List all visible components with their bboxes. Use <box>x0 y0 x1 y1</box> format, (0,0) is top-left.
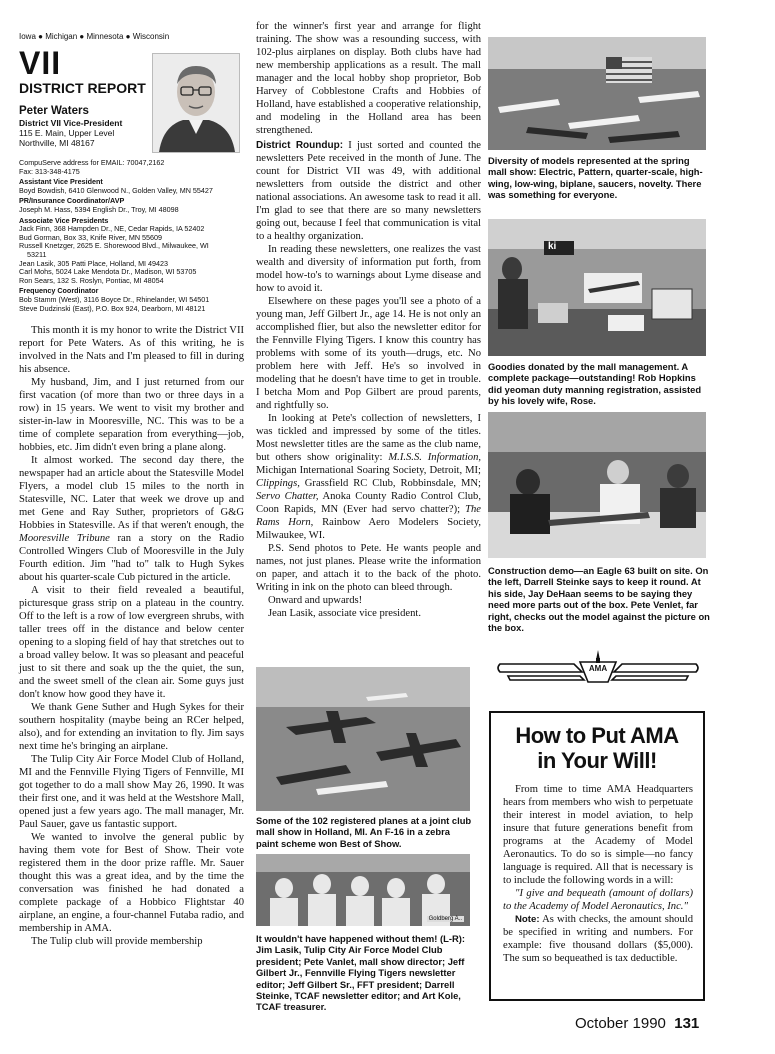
photo-model-diversity <box>488 37 706 150</box>
paragraph: Elsewhere on these pages you'll see a photo of a young man, Jeff Gilbert Jr., age 14. He is not only an accomplished flier, but also the newsletter editor for the Fennville Flying Tigers. I know this country has problems with some of its youth—drugs, etc. No problem here with Jeff. He's so involved in modeling that he doesn't have time to get in trouble. I betcha Mom and Pop Gilbert are proud parents, and rightfully so. <box>256 296 481 411</box>
state-name: Iowa <box>19 32 36 41</box>
page-footer <box>575 1015 699 1032</box>
photo-sign-text: Goldberg A.. <box>428 916 462 922</box>
newsletter-title: The Rams Horn, <box>256 504 481 528</box>
paragraph: The Tulip City Air Force Model Club of Holland, MI and the Fennville Flying Tigers of Fennville, MI got together to do a mall show May 26, 1990. It was their first one, and it was held at the Westshore Mall, opened just a few years ago. The mall manager, Mr. Paul Sauer, gave us fantastic support. <box>19 754 244 830</box>
contact-heading: Associate Vice Presidents <box>19 215 109 225</box>
ama-wings-logo <box>496 648 700 690</box>
caption-photo2: Goodies donated by the mall management. A complete package—outstanding! Rob Hopkins did yeoman duty manning registration, assisted by his lovely wife, Rose. <box>488 361 702 407</box>
photo-sign-text: ki <box>548 241 557 252</box>
newsletter-title: M.I.S.S. Information, <box>388 452 482 463</box>
state-name: Minnesota <box>86 32 124 41</box>
ad-body <box>503 783 693 965</box>
issue-date: October 1990 <box>575 1015 666 1032</box>
vp-name: Peter Waters <box>19 105 89 117</box>
contact-entry: Russell Knetzger, 2625 E. Shorewood Blvd., Milwaukee, WI <box>19 241 209 251</box>
paragraph: for the winner's first year and arrange for flight training. The show was a resounding success, with 102-plus airplanes on display. Both clubs have had new membership applications as a result. The mall manager and the local hobby shop proprietor, Bob Harvey of Cobblestone Crafts and Hobbies of Holland, have established a cooperative relationship, and modeling in the Holland area has been strengthened. <box>256 21 481 136</box>
roundup-label: District Roundup: <box>256 140 344 151</box>
photo-donated-goodies <box>488 219 706 356</box>
ad-title-line: in Your Will! <box>537 748 657 773</box>
contact-entry: Bob Stamm (West), 3116 Boyce Dr., Rhinelander, WI 54501 <box>19 294 210 304</box>
note-label: Note: <box>515 914 540 925</box>
fax-line: Fax: 313-348-4175 <box>19 166 80 176</box>
portrait-photo <box>152 53 240 153</box>
photo-mall-show-planes <box>256 667 470 811</box>
contact-entry: Carl Mohs, 5024 Lake Mendota Dr., Madison, WI 53705 <box>19 267 197 277</box>
contact-heading: Assistant Vice President <box>19 177 103 187</box>
caption-photo4: Some of the 102 registered planes at a joint club mall show in Holland, MI. An F-16 in a zebra paint scheme won Best of Show. <box>256 815 472 849</box>
paragraph: This month it is my honor to write the District VII report for Pete Waters. As of this writing, he is involved in the Nats and I'm pleased to fill in during his absence. <box>19 325 244 375</box>
caption-photo1: Diversity of models represented at the spring mall show: Electric, Pattern, quarter-scale, high-wing, low-wing, biplane, saucers, novelty. There was something for everyone. <box>488 155 703 201</box>
vp-address-line: 115 E. Main, Upper Level <box>19 128 115 138</box>
district-report-title: DISTRICT REPORT <box>19 80 146 96</box>
paragraph: In reading these newsletters, one realizes the vast wealth and diversity of information put forth, from model how-to's to warnings about Lyme disease and how to avoid it. <box>256 244 481 294</box>
contact-entry: 53211 <box>27 249 47 259</box>
ad-title-line: How to Put AMA <box>515 723 679 748</box>
photo-club-members <box>256 854 470 926</box>
contacts-list <box>19 159 255 313</box>
will-ad-box <box>489 711 705 1001</box>
column-1-text <box>19 324 244 948</box>
ama-logo-text: AMA <box>588 664 608 673</box>
paragraph: P.S. Send photos to Pete. He wants people and names, not just planes. Please write the information on paper, and attach it to the back of the photo. Writing in ink on the photo can bleed through. <box>256 543 481 593</box>
column-2-text <box>256 20 481 620</box>
paragraph: In looking at Pete's collection of newsletters, I was tickled and impressed by some of the titles. Most newsletter titles are the same as the club name, but others show originality: M.I.S.S. Information, Michigan International Soaring Society, Detroit, MI; Clippings, Grassfield RC Club, Robbinsdale, MN; Servo Chatter, Anoka County Radio Control Club, Coon Rapids, MN (Ever had servo chatter?); The Rams Horn, Rainbow Aero Modelers Society, Milwaukee, WI. <box>256 413 482 541</box>
paragraph: A visit to their field revealed a beautiful, picturesque grass strip on a plateau in the country. Off to the left is a row of low evergreen shrubs, with taller trees off in the distance and below center opening to a sloping field of hay that stretches out to a broad valley below. It was so pleasant and peaceful just to sit there and soak up the the quiet, the sun, and the sweet smell of the clean air. Some guys just don't know how good they have it. <box>19 585 244 700</box>
paragraph: It almost worked. The second day there, the newspaper had an article about the Statesville Model Flyers, a model club 15 miles to the north in Statesville, NC. Later that week we drove up and met Gene and Ray Suther, proprietors of G&G Hobbies in Statesville. As if that weren't enough, the Mooresville Tribune ran a story on the Radio Controlled Wingers Club of Mooresville in the July Fourth edition. Jim "had to" talk to Hugh Sykes about his quarter-scale Cub pictured in the article. <box>19 455 244 583</box>
newsletter-title: Servo Chatter, <box>256 491 319 502</box>
vp-title: District VII Vice-President <box>19 118 123 128</box>
contact-entry: Jean Lasik, 305 Patti Place, Holland, MI 49423 <box>19 258 169 268</box>
paragraph: Onward and upwards! <box>268 595 363 606</box>
contact-entry: Ron Sears, 132 S. Roslyn, Pontiac, MI 48054 <box>19 275 164 285</box>
photo-construction-demo <box>488 412 706 558</box>
paragraph: Note: As with checks, the amount should be specified in writing and numbers. For example: five thousand dollars ($5,000). The sum so bequeathed is tax deductible. <box>503 914 693 964</box>
contact-entry: Bud Gorman, Box 33, Knife River, MN 55609 <box>19 232 163 242</box>
contact-heading: Frequency Coordinator <box>19 286 99 296</box>
paragraph: We thank Gene Suther and Hugh Sykes for their southern hospitality (maybe being an RCer helped, also), and for extending an invitation to fly. Jim says next time he's bringing an airplane. <box>19 702 244 752</box>
state-name: Michigan <box>45 32 78 41</box>
caption-photo5: It wouldn't have happened without them! (L-R): Jim Lasik, Tulip City Air Force Model Club president; Pete Vanlet, mall show director; Jeff Gilbert Jr., Fennville Flying Tigers newsletter editor; Jeff Gilbert Sr., FFT president; Darrell Steinke, TCAF newsletter editor; and Art Kole, TCAF treasurer. <box>256 933 465 1013</box>
page-number: 131 <box>674 1015 700 1032</box>
contact-heading: PR/Insurance Coordinator/AVP <box>19 196 125 206</box>
paragraph: From time to time AMA Headquarters hears from members who wish to perpetuate their interest in model aviation, to help insure that future generations benefit from programs at the Academy of Model Aeronautics. To do so is simple—no fancy language is required. All that is necessary is to include the following words in a will: <box>503 784 693 886</box>
contact-entry: Boyd Bowdish, 6410 Glenwood N., Golden Valley, MN 55427 <box>19 185 213 195</box>
ad-quote: "I give and bequeath (amount of dollars) to the Academy of Model Aeronautics, Inc." <box>503 888 693 912</box>
paragraph: We wanted to involve the general public by having them vote for Best of Show. Their vote registered them in the door prize raffle. Mr. Sauer thought this was a great idea, and by the time the conversation was finished he had donated a complete package of a Hobbico Flightstar 40 airplane, an engine, a four-channel Futaba radio, and membership in AMA. <box>19 832 244 934</box>
caption-photo3: Construction demo—an Eagle 63 built on site. On the left, Darrell Steinke says to keep it round. At his side, Jay DeHaan seems to be saying they need more parts out of the box. Pete Venlet, far right, checks out the model against the picture on the box. <box>488 565 710 634</box>
signature-line: Jean Lasik, associate vice president. <box>268 608 421 619</box>
contact-entry: Joseph M. Hass, 5394 English Dr., Troy, MI 48098 <box>19 204 179 214</box>
paragraph: My husband, Jim, and I just returned from our first vacation (of more than two or three days in a row) in 15 years. We went to visit my brother and sister-in-law in Mooresville, NC. This was to be a time of complete separation from everything—job, hobbies, etc. Jim didn't even bring a plane along. <box>19 377 244 453</box>
newsletter-title: Clippings, <box>256 478 300 489</box>
paragraph: District Roundup: I just sorted and counted the newsletters Pete received in the month of June. The count for District VII was 49, with additional newsletters from outside the district and other national associations. An awesome task to read it all. I'm glad to see that there are so many newsletters going out, because I feel that communication is vital to a healthy organization. <box>256 140 481 242</box>
contact-entry: Steve Dudzinski (East), P.O. Box 924, Dearborn, MI 48121 <box>19 303 206 313</box>
vp-address-line: Northville, MI 48167 <box>19 138 95 148</box>
contact-entry: Jack Finn, 368 Hampden Dr., NE, Cedar Rapids, IA 52402 <box>19 224 205 234</box>
state-name: Wisconsin <box>132 32 170 41</box>
district-states: Iowa ● Michigan ● Minnesota ● Wisconsin <box>19 32 170 41</box>
newspaper-title: Mooresville Tribune <box>19 533 110 544</box>
vp-block <box>19 105 122 148</box>
district-numeral: VII <box>19 45 62 81</box>
paragraph: The Tulip club will provide membership <box>31 936 203 947</box>
email-line: CompuServe address for EMAIL: 70047,2162 <box>19 158 165 167</box>
